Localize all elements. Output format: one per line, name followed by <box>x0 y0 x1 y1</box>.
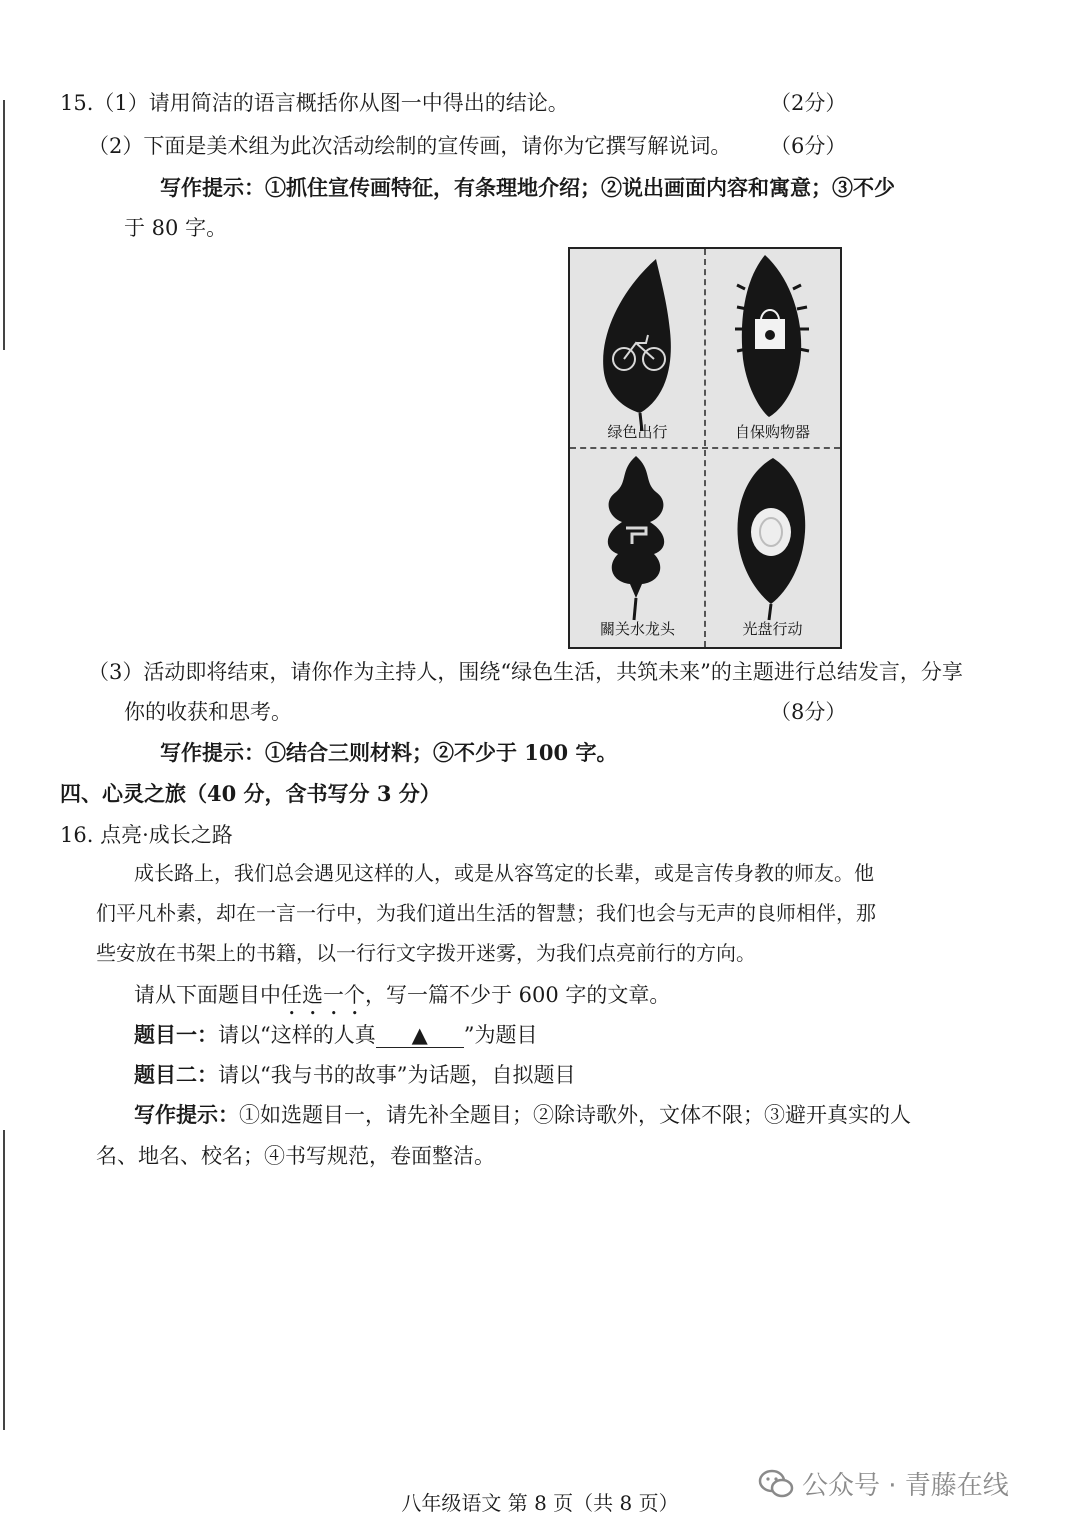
q15-part2-tip-line2: 于 80 字。 <box>124 216 228 240</box>
poster-panel-cycling <box>570 249 705 448</box>
poster-caption: 自保购物器 <box>734 423 810 441</box>
page-footer: 八年级语文 第 8 页（共 8 页） <box>401 1491 679 1515</box>
q16-paragraph-line1: 成长路上，我们总会遇见这样的人，或是从容笃定的长辈，或是言传身教的师友。他 <box>134 861 874 885</box>
poster-panel-shopping <box>705 249 840 448</box>
q15-part3-line2: 你的收获和思考。 <box>124 700 292 724</box>
page-edge-line <box>3 100 5 350</box>
q16-paragraph-line3: 些安放在书架上的书籍，以一行行文字拨开迷雾，为我们点亮前行的方向。 <box>96 941 756 965</box>
leaf-bicycle-icon <box>570 249 705 448</box>
poster-divider-horizontal <box>570 447 840 449</box>
watermark: 公众号 · 青藤在线 <box>758 1465 1009 1502</box>
q16-topic1: 题目一：请以“这样的人真 ▲ ”为题目 <box>134 1022 538 1047</box>
promo-poster <box>568 247 842 649</box>
q16-paragraph-line2: 们平凡朴素，却在一言一行中，为我们道出生活的智慧；我们也会与无声的良师相伴，那 <box>96 901 876 925</box>
poster-caption: 關关水龙头 <box>599 620 675 638</box>
q15-part1-score: （2分） <box>770 91 847 115</box>
page-edge-line <box>3 1130 5 1430</box>
q16-tip-line2: 名、地名、校名；④书写规范，卷面整洁。 <box>96 1144 495 1168</box>
feather-bag-icon <box>705 249 840 448</box>
q15-part1: 15.（1）请用简洁的语言概括你从图一中得出的结论。 <box>60 91 569 115</box>
q15-part3-tip: 写作提示：①结合三则材料；②不少于 100 字。 <box>160 740 618 765</box>
section-heading: 四、心灵之旅（40 分，含书写分 3 分） <box>60 781 441 806</box>
q16-topic2: 题目二：请以“我与书的故事”为话题，自拟题目 <box>134 1062 576 1087</box>
poster-panel-plate <box>705 448 840 647</box>
poster-panel-faucet <box>570 448 705 647</box>
poster-caption: 光盘行动 <box>742 620 803 638</box>
q16-instruction: 请从下面题目中任选一个，写一篇不少于 600 字的文章。 <box>134 983 671 1007</box>
q15-part2: （2）下面是美术组为此次活动绘制的宣传画，请你为它撰写解说词。 <box>88 134 732 158</box>
emphasis-dotted-text: 任选一个 <box>281 983 365 1007</box>
q16-title: 16. 点亮·成长之路 <box>60 823 233 847</box>
q15-part2-score: （6分） <box>770 134 847 158</box>
fill-in-blank: ▲ <box>376 1023 464 1048</box>
q15-part2-tip-line1: 写作提示：①抓住宣传画特征，有条理地介绍；②说出画面内容和寓意；③不少 <box>160 175 895 200</box>
q15-part3-line1: （3）活动即将结束，请你作为主持人，围绕“绿色生活，共筑未来”的主题进行总结发言，分享 <box>88 660 963 684</box>
q15-part3-score: （8分） <box>770 700 847 724</box>
q16-tip-line1: 写作提示：①如选题目一，请先补全题目；②除诗歌外，文体不限；③避开真实的人 <box>134 1102 911 1127</box>
poster-caption: 绿色出行 <box>607 423 668 441</box>
